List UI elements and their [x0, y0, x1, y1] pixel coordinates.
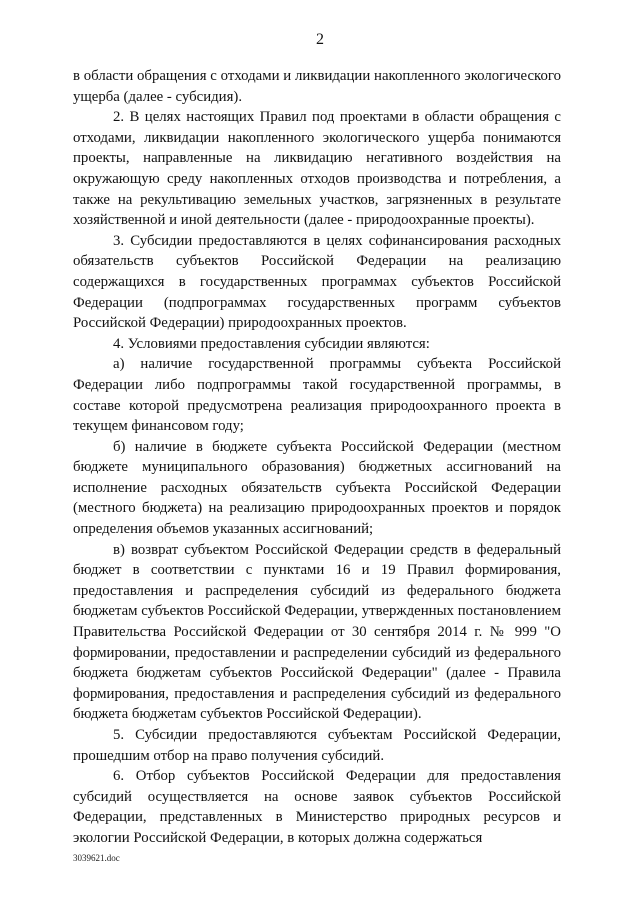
paragraph-subitem-b: б) наличие в бюджете субъекта Российской Федерации (местном бюджете муниципального образования) бюджетных ассигнований на исполнение расходных обязательств субъекта Российской Федерации (местного бюджета) на реализацию природоохранных проектов и порядок определения объемов указанных ассигнований; [73, 438, 561, 538]
paragraph-subitem-a: а) наличие государственной программы субъекта Российской Федерации либо подпрограммы такой государственной программы, в составе которой предусмотрена реализация природоохранного проекта в текущем финансовом году; [73, 356, 561, 435]
paragraph-continuation: в области обращения с отходами и ликвидации накопленного экологического ущерба (далее - субсидия). [73, 68, 561, 105]
paragraph-item-5: 5. Субсидии предоставляются субъектам Российской Федерации, прошедшим отбор на право получения субсидий. [73, 727, 561, 764]
paragraph-item-3: 3. Субсидии предоставляются в целях софинансирования расходных обязательств субъектов Российской Федерации на реализацию содержащихся в государственных программах субъектов Российской Федерации (подпрограммах государственных программ субъектов Российской Федерации) природоохранных проектов. [73, 232, 561, 332]
document-file-code: 3039621.doc [73, 853, 120, 863]
paragraph-item-6: 6. Отбор субъектов Российской Федерации для предоставления субсидий осуществляется на основе заявок субъектов Российской Федерации, представленных в Министерство природных ресурсов и экологии Российской Федерации, в которых должна содержаться [73, 768, 561, 846]
paragraph-subitem-v: в) возврат субъектом Российской Федерации средств в федеральный бюджет в соответствии с пунктами 16 и 19 Правил формирования, предоставления и распределения субсидий из федерального бюджета бюджетам субъектов Российской Федерации, утвержденных постановлением Правительства Российской Федерации от 30 сентября 2014 г. № 999 "О формировании, предоставлении и распределении субсидий из федерального бюджета бюджетам субъектов Российской Федерации" (далее - Правила формирования, предоставления и распределения субсидий из федерального бюджета бюджетам субъектов Российской Федерации). [73, 541, 561, 723]
paragraph-item-2: 2. В целях настоящих Правил под проектами в области обращения с отходами, ликвидации накопленного экологического ущерба понимаются проекты, направленные на ликвидацию негативного воздействия на окружающую среду накопленных отходов производства и потребления, а также на рекультивацию земельных участков, загрязненных в результате хозяйственной и иной деятельности (далее - природоохранные проекты). [73, 109, 561, 229]
document-body [73, 66, 561, 849]
paragraph-item-4: 4. Условиями предоставления субсидии являются: [113, 335, 430, 352]
page-number: 2 [316, 31, 324, 48]
